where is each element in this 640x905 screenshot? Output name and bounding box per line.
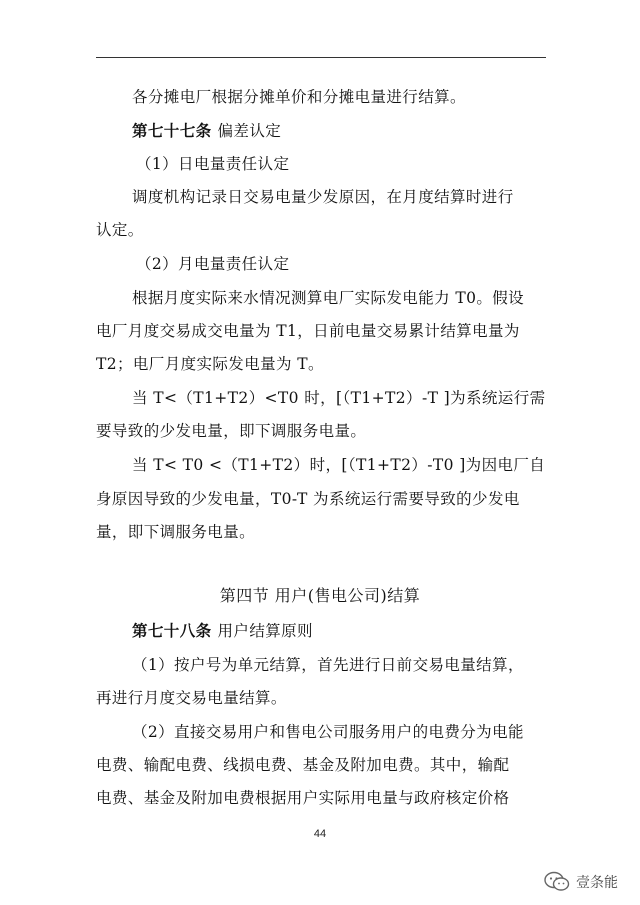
paragraph-line: 根据月度实际来水情况测算电厂实际发电能力 T0。假设 [132,289,525,307]
paragraph-line: T2；电厂月度实际发电量为 T。 [96,355,324,373]
section-heading: 第四节 用户(售电公司)结算 [219,586,421,605]
article-78-heading [0,621,640,641]
paragraph-line: 再进行月度交易电量结算。 [96,689,287,707]
paragraph-line: 认定。 [96,221,144,239]
article-title: 用户结算原则 [217,622,313,640]
article-number: 第七十七条 [132,122,212,140]
article-title: 偏差认定 [217,122,282,140]
wechat-icon [544,871,570,893]
paragraph-line: 调度机构记录日交易电量少发原因，在月度结算时进行 [132,188,514,206]
article-77-heading [0,121,640,141]
paragraph-line: 电厂月度交易成交电量为 T1，日前电量交易累计结算电量为 [96,322,520,340]
paragraph-line: （2）月电量责任认定 [136,255,290,273]
article-number: 第七十八条 [132,622,212,640]
page-number: 44 [313,828,327,840]
watermark-text: 壹条能 [576,875,618,891]
paragraph-line: 要导致的少发电量，即下调服务电量。 [96,422,367,440]
paragraph-line: 当 T<（T1+T2）<T0 时，[（T1+T2）-T ]为系统运行需 [132,389,546,407]
paragraph-line: 电费、基金及附加电费根据用户实际用电量与政府核定价格 [96,789,510,807]
watermark [544,870,618,894]
paragraph-line: （2）直接交易用户和售电公司服务用户的电费分为电能 [132,723,524,741]
paragraph-line: 各分摊电厂根据分摊单价和分摊电量进行结算。 [132,88,466,106]
header-rule [96,57,546,58]
paragraph-line: 量，即下调服务电量。 [96,523,256,541]
paragraph-line: 电费、输配电费、线损电费、基金及附加电费。其中，输配 [96,756,510,774]
paragraph-line: 当 T< T0 <（T1+T2）时，[（T1+T2）-T0 ]为因电厂自 [132,456,546,474]
paragraph-line: 身原因导致的少发电量，T0-T 为系统运行需要导致的少发电 [96,490,520,508]
paragraph-line: （1）日电量责任认定 [136,155,290,173]
paragraph-line: （1）按户号为单元结算，首先进行日前交易电量结算， [132,656,524,674]
